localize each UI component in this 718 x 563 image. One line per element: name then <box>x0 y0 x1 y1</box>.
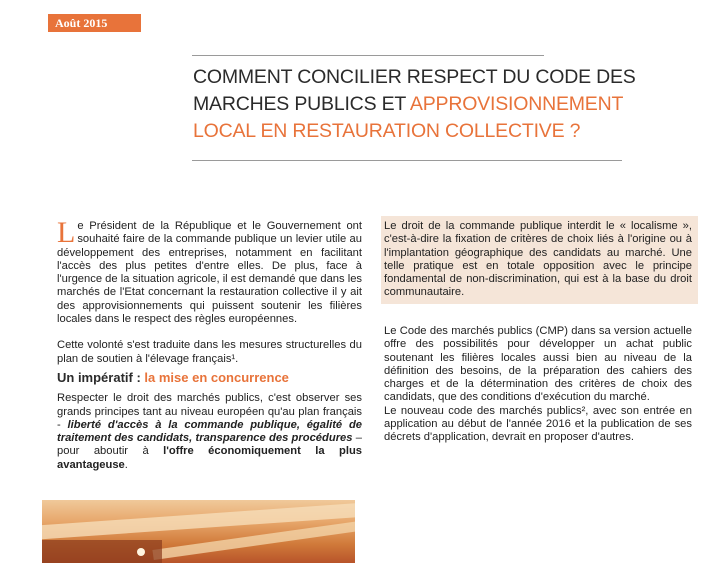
callout-text: Le droit de la commande publique interdit le « localisme », c'est-à-dire la fixation de critères de choix liés à l'origine ou à l'implantation géographique des candidats au marché. Une telle pratique est en totale opposition avec le principe fondamental de non-discrimination, qui est à la base du droit communautaire. <box>384 220 692 299</box>
right-column <box>384 325 692 445</box>
principles-emphasis: liberté d'accès à la commande publique, égalité de traitement des candidats, transparence des procédures <box>57 418 362 445</box>
intro-paragraph <box>57 216 363 326</box>
subhead-accent: la mise en concurrence <box>144 369 289 385</box>
offer-emphasis: l'offre économiquement la plus avantageuse <box>57 445 362 471</box>
page-title <box>193 64 663 145</box>
plan-paragraph: Cette volonté s'est traduite dans les mesures structurelles du plan de soutien à l'élevage français¹. <box>57 339 362 365</box>
restaurant-photo <box>42 500 355 563</box>
section-subhead <box>57 371 362 384</box>
drop-cap: L <box>57 216 76 249</box>
left-column <box>57 216 363 472</box>
lamp-icon <box>137 548 145 556</box>
principles-paragraph: Respecter le droit des marchés publics, c'est observer ses grands principes tant au niveau européen qu'au plan français - liberté d'accès à la commande publique, égalité de traitement des candidats, transparence des procédures – pour aboutir à l'offre économiquement la plus avantageuse. <box>57 392 362 471</box>
cmp-paragraph: Le Code des marchés publics (CMP) dans sa version actuelle offre des possibilités pour développer un achat public soutenant les filières locales aussi bien au niveau de la définition des besoins, de la préparation des cahiers des charges et de la détermination des critères de choix des candidats, que des conditions d'exécution du marché. <box>384 325 692 404</box>
title-bottom-rule <box>192 160 622 161</box>
subhead-main: Un impératif : <box>57 369 145 385</box>
date-badge: Août 2015 <box>48 14 141 32</box>
title-accent: APPROVISIONNEMENT LOCAL EN RESTAURATION COLLECTIVE ? <box>193 93 623 142</box>
title-main: COMMENT CONCILIER RESPECT DU CODE DES MARCHES PUBLICS ET <box>193 66 636 115</box>
title-top-rule <box>192 55 544 56</box>
intro-text: e Président de la République et le Gouvernement ont souhaité faire de la commande publique un levier utile au développement des entreprises, notamment en facilitant l'accès des plus petites d'entre elles. De plus, face à l'urgence de la situation agricole, il est demandé que dans les marchés de l'Etat concernant la restauration collective il y ait des approvisionnements qui puissent soutenir les filières locales dans le respect des règles européennes. <box>57 220 363 326</box>
new-code-paragraph: Le nouveau code des marchés publics², avec son entrée en application au début de l'année 2016 et la publication de ses décrets d'application, devrait en proposer d'autres. <box>384 404 692 444</box>
